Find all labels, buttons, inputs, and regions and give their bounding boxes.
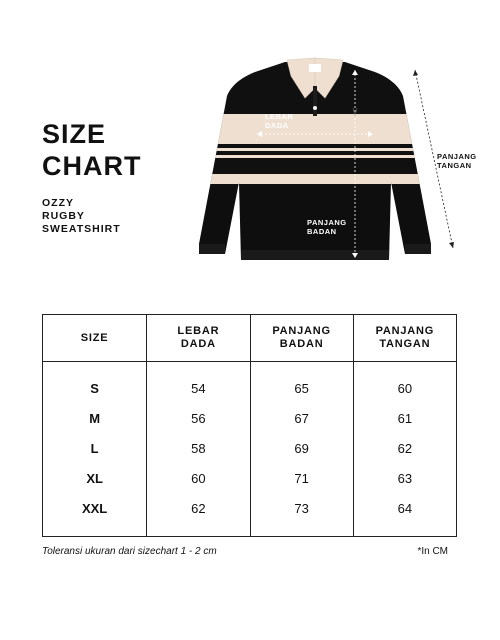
lebar-dada-column xyxy=(146,315,249,536)
thin-stripe-1 xyxy=(195,148,435,151)
thin-stripe-2 xyxy=(195,155,435,158)
lebar-dada-cell: 54 xyxy=(191,381,206,396)
panjang-tangan-cell: 63 xyxy=(397,471,413,486)
panjang-tangan-cell: 64 xyxy=(397,501,413,516)
chest-label xyxy=(265,112,293,130)
button xyxy=(313,106,317,110)
title-line-size: SIZE xyxy=(42,119,107,149)
size-cell: S xyxy=(90,381,99,396)
chest-label-line2: DADA xyxy=(265,121,289,130)
panjang-tangan-header xyxy=(354,315,456,362)
title-line-chart: CHART xyxy=(42,151,142,181)
lebar-dada-header xyxy=(147,315,249,362)
right-cuff xyxy=(405,244,431,254)
panjang-tangan-column xyxy=(353,315,456,536)
panjang-badan-column xyxy=(250,315,353,536)
lebar-dada-cell: 62 xyxy=(191,501,206,516)
panjang-tangan-header-line1: PANJANG xyxy=(375,325,435,337)
lebar-dada-header-line1: LEBAR xyxy=(177,325,220,337)
size-header-line1: SIZE xyxy=(80,331,109,344)
panjang-badan-header-line1: PANJANG xyxy=(272,325,331,337)
lower-stripe xyxy=(195,174,435,184)
lebar-dada-cell: 58 xyxy=(191,441,206,456)
sleeve-label-line1: PANJANG xyxy=(437,152,477,161)
left-cuff xyxy=(199,244,225,254)
panjang-badan-cell: 73 xyxy=(294,501,309,516)
size-column xyxy=(43,315,146,536)
length-label-line1: PANJANG xyxy=(307,218,347,227)
panjang-tangan-cell: 60 xyxy=(397,381,413,396)
panjang-tangan-cell: 62 xyxy=(397,441,413,456)
size-table xyxy=(42,314,457,537)
page-title xyxy=(42,118,142,182)
product-line-2: RUGBY xyxy=(42,210,85,222)
panjang-badan-cell: 65 xyxy=(294,381,309,396)
size-cell: M xyxy=(89,411,101,426)
sleeve-label-line2: TANGAN xyxy=(437,161,472,170)
lebar-dada-cell: 60 xyxy=(191,471,206,486)
neck-tag xyxy=(309,64,321,72)
tolerance-note: Toleransi ukuran dari sizechart 1 - 2 cm xyxy=(42,546,217,557)
panjang-tangan-cell: 61 xyxy=(397,411,413,426)
panjang-badan-cell: 67 xyxy=(294,411,309,426)
size-cell: XL xyxy=(86,471,103,486)
size-cell: L xyxy=(90,441,99,456)
panjang-badan-cell: 71 xyxy=(294,471,309,486)
product-line-1: OZZY xyxy=(42,197,74,209)
hem xyxy=(241,250,389,260)
product-name xyxy=(42,197,121,236)
lebar-dada-header-line2: DADA xyxy=(180,338,216,350)
lebar-dada-cell: 56 xyxy=(191,411,206,426)
sleeve-label xyxy=(437,152,477,170)
placket xyxy=(313,86,317,116)
panjang-tangan-header-line2: TANGAN xyxy=(379,338,431,350)
sweatshirt-diagram xyxy=(195,48,485,268)
panjang-badan-cell: 69 xyxy=(294,441,309,456)
chest-label-line1: LEBAR xyxy=(265,112,294,121)
product-line-3: SWEATSHIRT xyxy=(42,223,121,235)
unit-note: *In CM xyxy=(417,546,448,557)
length-label xyxy=(307,218,347,236)
length-label-line2: BADAN xyxy=(307,227,337,236)
panjang-badan-header-line2: BADAN xyxy=(279,338,324,350)
size-cell: XXL xyxy=(81,501,108,516)
size-header xyxy=(43,315,146,362)
panjang-badan-header xyxy=(251,315,353,362)
chest-stripe xyxy=(195,114,435,144)
